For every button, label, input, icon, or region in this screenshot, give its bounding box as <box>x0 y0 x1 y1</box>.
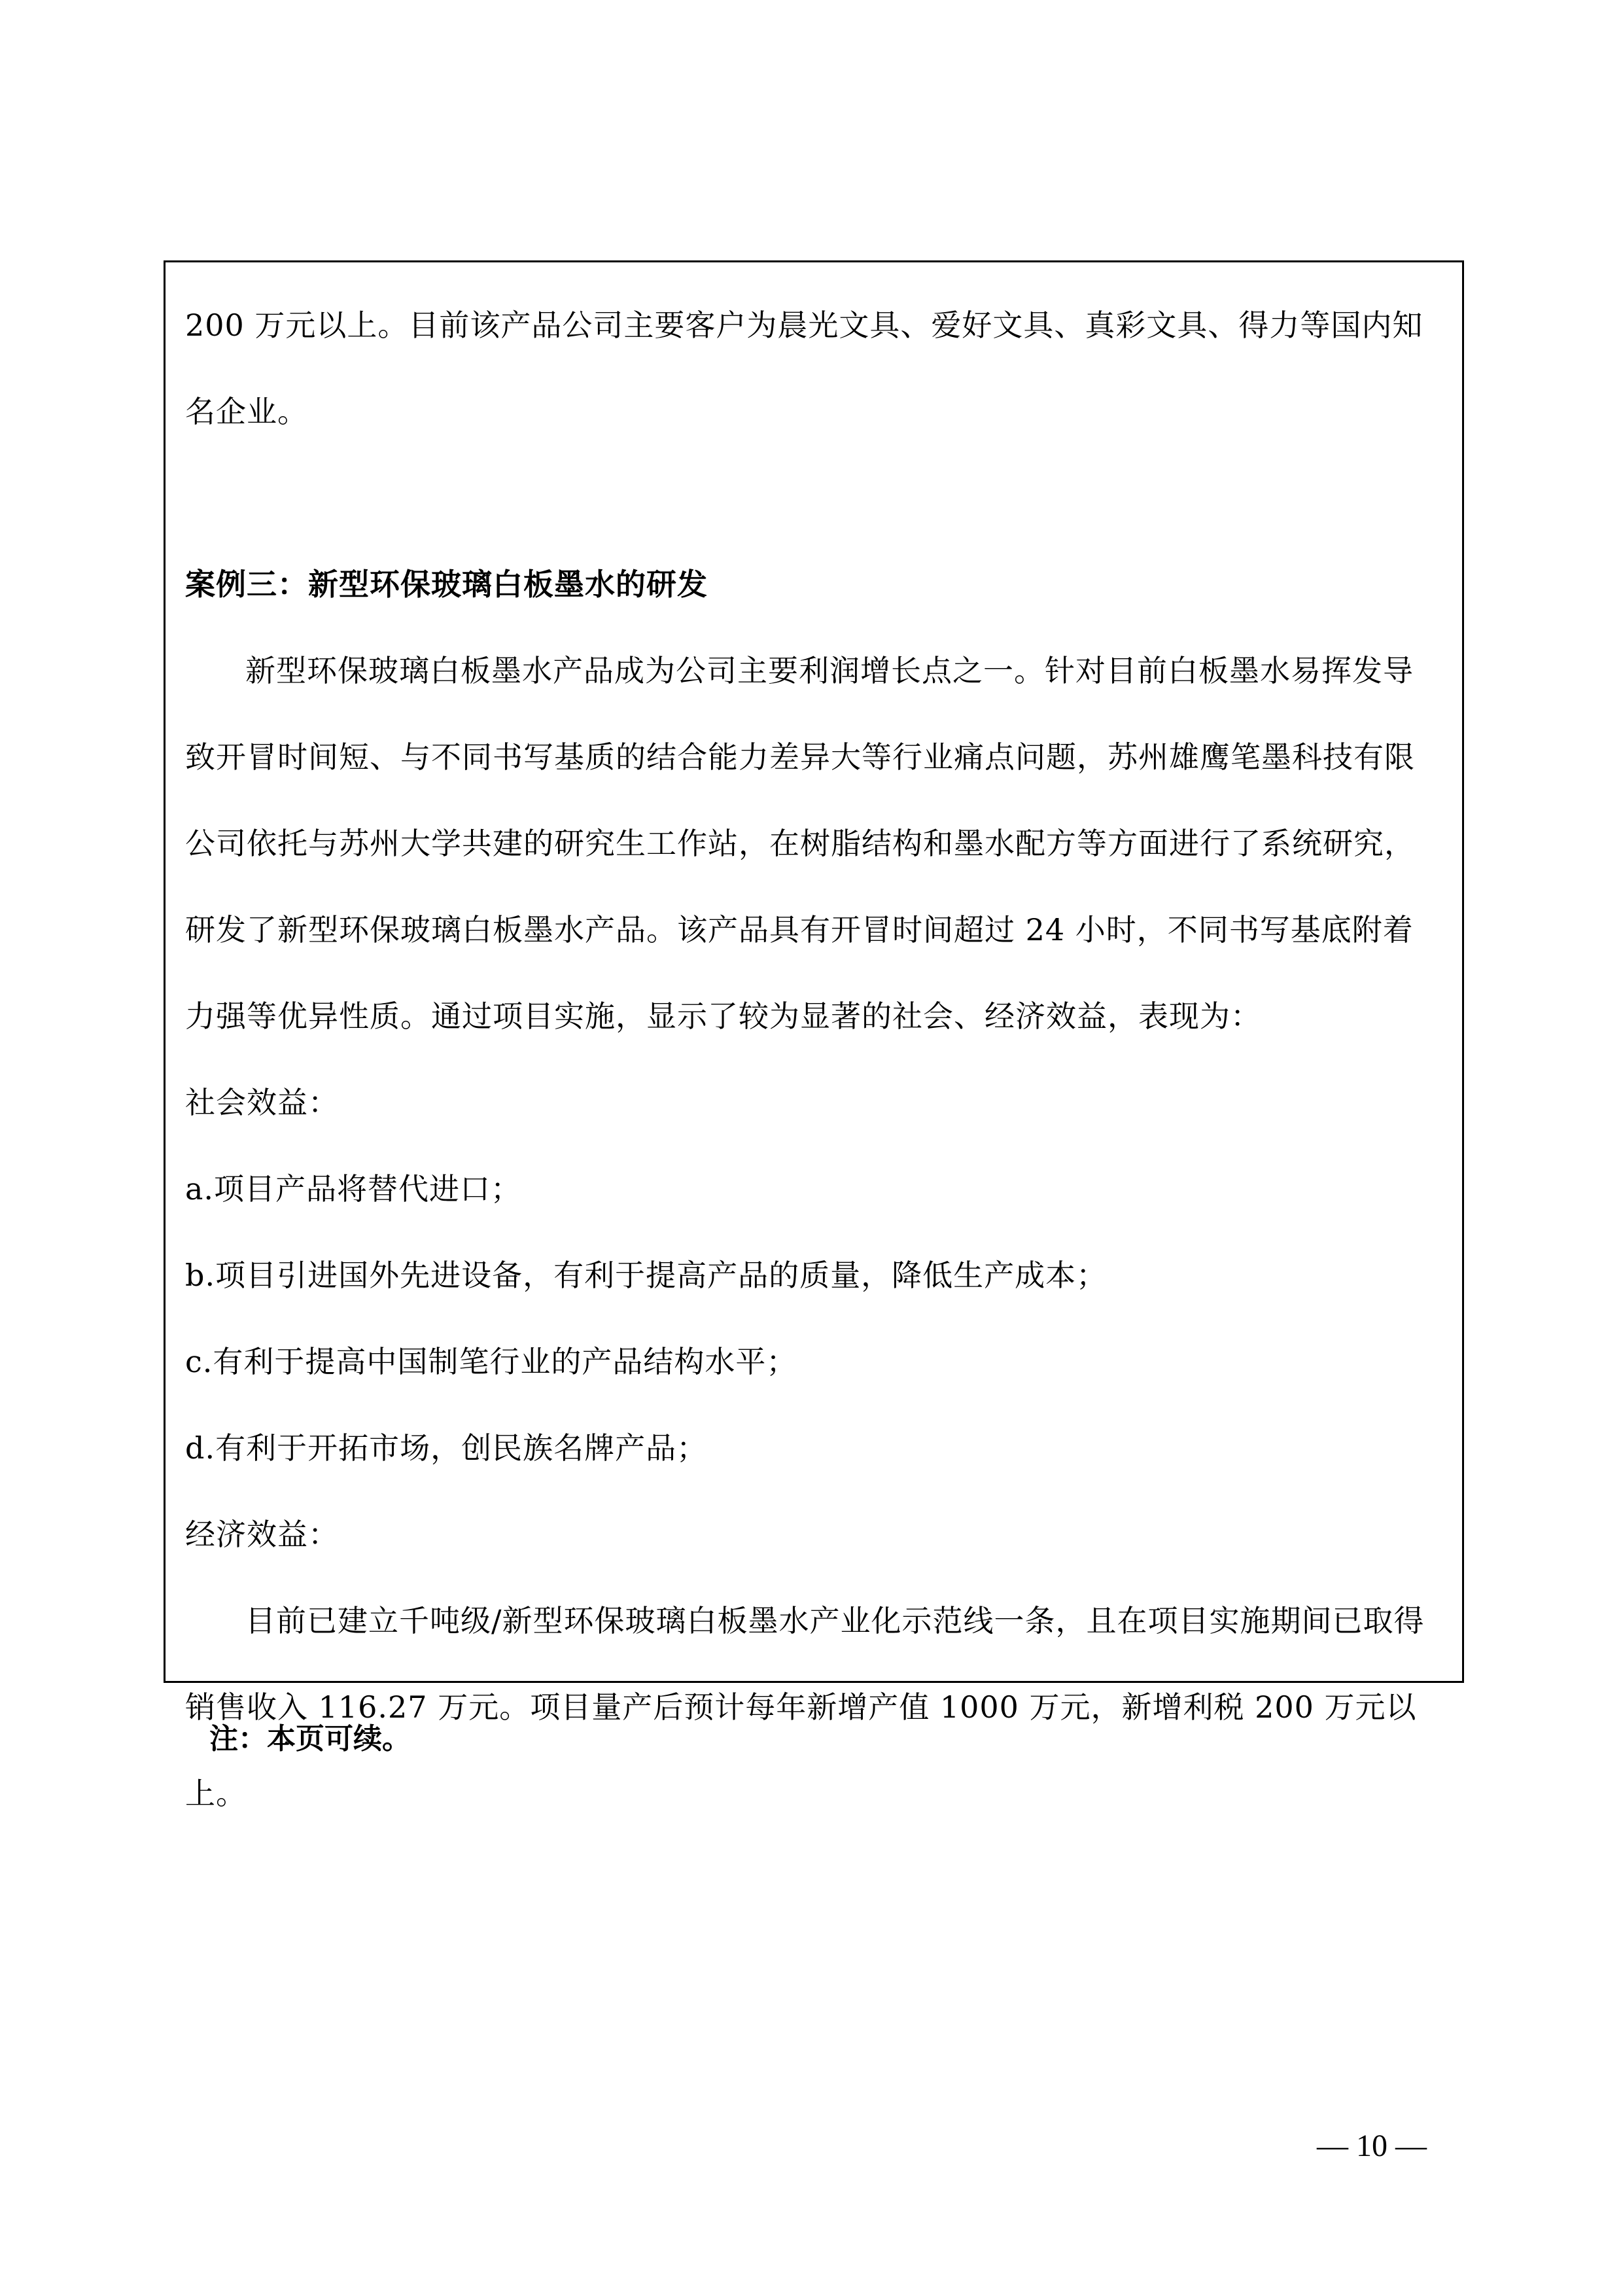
social-item-c: c.有利于提高中国制笔行业的产品结构水平； <box>185 1344 797 1379</box>
paragraph-gap <box>185 455 1444 541</box>
economic-benefits-paragraph: 目前已建立千吨级/新型环保玻璃白板墨水产业化示范线一条，且在项目实施期间已取得销售收入 116.27 万元。项目量产后预计每年新增产值 1000 万元，新增利税 200 万元以上。 <box>185 1603 1425 1811</box>
content-body <box>185 282 1444 1837</box>
continuation-note: 注：本页可续。 <box>209 1722 411 1756</box>
social-benefits-label: 社会效益： <box>185 1085 339 1120</box>
social-item-d: d.有利于开拓市场，创民族名牌产品； <box>185 1430 708 1466</box>
case3-heading: 案例三：新型环保玻璃白板墨水的研发 <box>185 567 708 602</box>
economic-benefits-label: 经济效益： <box>185 1517 339 1552</box>
continuation-paragraph: 200 万元以上。目前该产品公司主要客户为晨光文具、爱好文具、真彩文具、得力等国内知名企业。 <box>185 308 1423 429</box>
social-item-b: b.项目引进国外先进设备，有利于提高产品的质量，降低生产成本； <box>185 1258 1108 1293</box>
page-number: — 10 — <box>1317 2128 1427 2163</box>
social-item-a: a.项目产品将替代进口； <box>185 1171 522 1207</box>
case3-intro-paragraph: 新型环保玻璃白板墨水产品成为公司主要利润增长点之一。针对目前白板墨水易挥发导致开冒时间短、与不同书写基质的结合能力差异大等行业痛点问题，苏州雄鹰笔墨科技有限公司依托与苏州大学共建的研究生工作站，在树脂结构和墨水配方等方面进行了系统研究，研发了新型环保玻璃白板墨水产品。该产品具有开冒时间超过 24 小时，不同书写基底附着力强等优异性质。通过项目实施，显示了较为显著的社会、经济效益，表现为： <box>185 653 1415 1034</box>
